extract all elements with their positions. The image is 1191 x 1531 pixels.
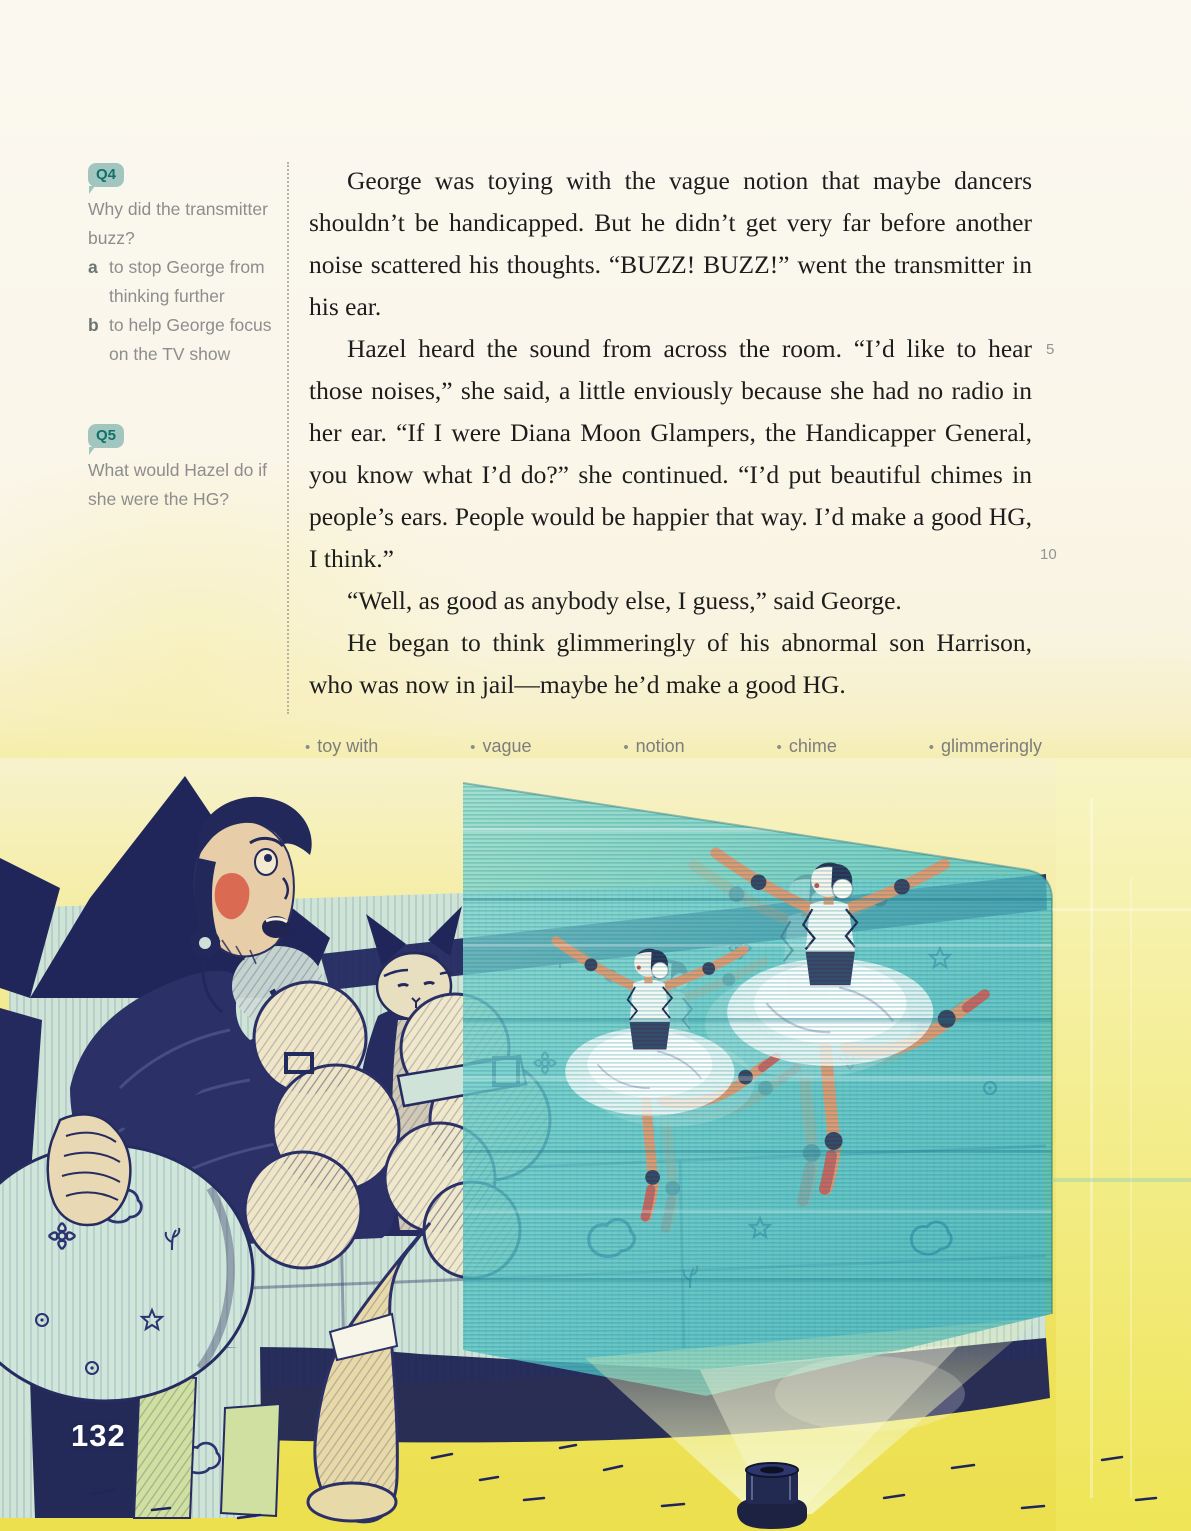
passage-paragraph: He began to think glimmeringly of his abnormal son Harrison, who was now in jail—maybe he’d make a good HG. <box>309 628 1032 699</box>
bullet-icon: • <box>928 739 934 756</box>
page-number: 132 <box>71 1418 126 1453</box>
question-block-q5 <box>88 424 293 514</box>
bullet-icon: • <box>776 739 782 756</box>
question-q4-option-a <box>88 253 293 311</box>
option-text: to stop George from thinking further <box>109 257 265 306</box>
question-badge-q4: Q4 <box>88 163 124 187</box>
illustration <box>0 758 1191 1531</box>
illustration-svg <box>0 758 1191 1531</box>
question-block-q4 <box>88 163 293 369</box>
option-text: to help George focus on the TV show <box>109 315 272 364</box>
hand <box>48 1114 131 1225</box>
story-passage <box>309 160 1032 706</box>
line-number-10: 10 <box>1040 546 1057 563</box>
bullet-icon: • <box>470 739 476 756</box>
option-letter: b <box>88 315 99 335</box>
option-letter: a <box>88 257 98 277</box>
question-badge-q5: Q5 <box>88 424 124 448</box>
vocab-item: • notion <box>623 736 685 756</box>
question-q4-option-b <box>88 311 293 369</box>
vocab-item: • vague <box>470 736 532 756</box>
vocabulary-row <box>305 736 1042 757</box>
projector <box>737 1463 807 1529</box>
vocab-item: • chime <box>776 736 837 756</box>
vocab-item: • toy with <box>305 736 379 756</box>
passage-paragraph: George was toying with the vague notion that maybe dancers shouldn’t be handicapped. But he didn’t get very far before another noise scattered his thoughts. “BUZZ! BUZZ!” went the transmitter in his ear. <box>309 166 1032 321</box>
question-text-q4: Why did the transmitter buzz? <box>88 199 268 248</box>
bullet-icon: • <box>305 739 311 756</box>
question-text-q5: What would Hazel do if she were the HG? <box>88 460 267 509</box>
passage-paragraph: Hazel heard the sound from across the room. “I’d like to hear those noises,” she said, a little enviously because she had no radio in her ear. “If I were Diana Moon Glampers, the Handicapper General, you know what I’d do?” she continued. “I’d put beautiful chimes in people’s ears. People would be happier that way. I’d make a good HG, I think.” <box>309 334 1032 573</box>
dotted-divider <box>287 162 289 714</box>
line-number-5: 5 <box>1046 341 1055 358</box>
vocab-item: • glimmeringly <box>928 736 1042 756</box>
tv-screen <box>463 783 1053 1396</box>
bullet-icon: • <box>623 739 629 756</box>
passage-paragraph: “Well, as good as anybody else, I guess,” said George. <box>347 586 902 615</box>
